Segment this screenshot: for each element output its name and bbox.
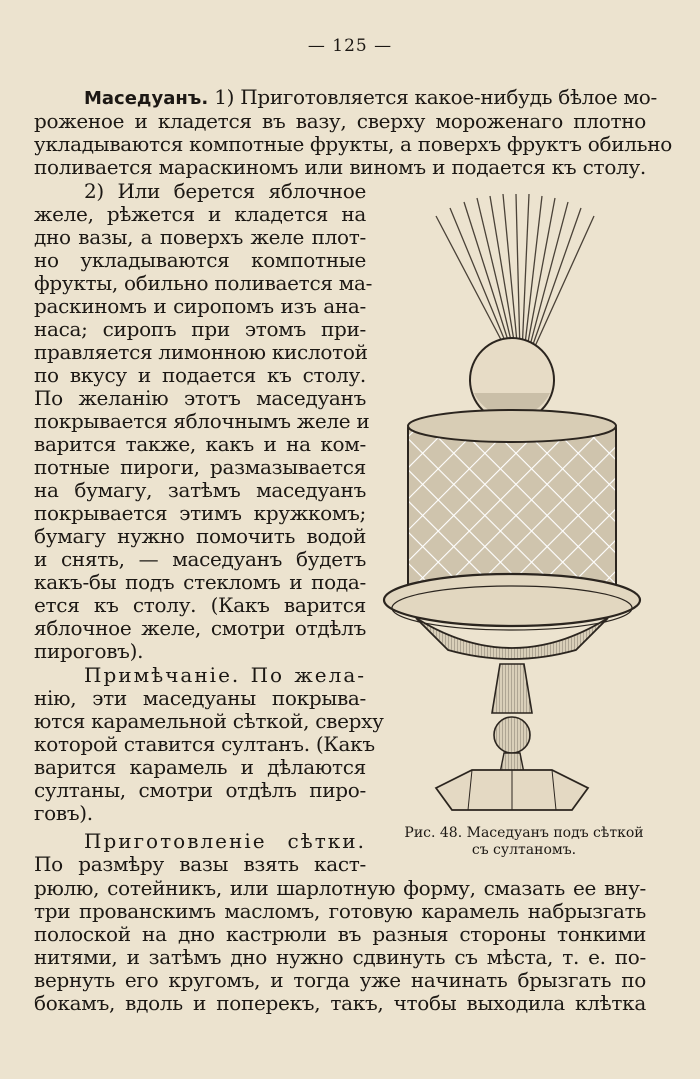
vase-rim	[384, 574, 640, 626]
text-line: варится также, какъ и на ком-	[34, 432, 366, 456]
first-line-text: 1) Приготовляется какое-нибудь бѣлое мо-	[214, 85, 657, 109]
text-line: полоской на дно кастрюли въ разныя стороны тонкими	[34, 922, 646, 946]
text-line: 2) Или берется яблочное	[84, 179, 366, 203]
text-line: покрывается этимъ кружкомъ;	[34, 501, 366, 525]
text-line: по вкусу и подается къ столу.	[34, 363, 366, 387]
text-line: на бумагу, затѣмъ маседуанъ	[34, 478, 366, 502]
text-line: пироговъ).	[34, 639, 144, 663]
text-line: вернуть его кругомъ, и тогда уже начинать брызгать по	[34, 968, 646, 992]
text-line: желе, рѣжется и кладется на	[34, 202, 366, 226]
text-line: но укладываются компотные	[34, 248, 366, 272]
text-line: поливается мараскиномъ или виномъ и подается къ столу.	[34, 155, 646, 179]
caption-line: съ султаномъ.	[471, 842, 577, 858]
text-line: По размѣру вазы взять каст-	[34, 852, 366, 876]
text-line: бокамъ, вдоль и поперекъ, такъ, чтобы выходила клѣтка	[34, 991, 646, 1015]
sultan-threads	[436, 194, 594, 353]
text-line: раскиномъ и сиропомъ изъ ана-	[34, 294, 366, 318]
text-line: ется къ столу. (Какъ варится	[34, 593, 366, 617]
recipe-heading: Маседуанъ.	[84, 88, 209, 109]
text-line: говъ).	[34, 801, 93, 825]
text-line: По желанію этотъ маседуанъ	[34, 386, 366, 410]
text-line: какъ-бы подъ стекломъ и пода-	[34, 570, 366, 594]
text-line: роженое и кладется въ вазу, сверху мороженаго плотно	[34, 109, 646, 133]
text-line: укладываются компотные фрукты, а поверхъ фруктъ обильно	[34, 132, 673, 156]
figure-caption	[376, 825, 672, 859]
first-line	[84, 85, 657, 110]
text-line: три прованскимъ масломъ, готовую карамель набрызгать	[34, 899, 646, 923]
text-line: фрукты, обильно поливается ма-	[34, 271, 373, 295]
text-line: дно вазы, а поверхъ желе плот-	[34, 225, 366, 249]
vase-knob	[494, 717, 530, 753]
page-number: — 125 —	[307, 36, 393, 56]
note-line: Примѣчаніе. По жела-	[84, 663, 366, 687]
caption-line: Рис. 48. Маседуанъ подъ сѣткой	[404, 825, 644, 841]
text-line: ются карамельной сѣткой, сверху	[34, 709, 384, 733]
text-line: бумагу нужно помочить водой	[34, 524, 366, 548]
text-line: яблочное желе, смотри отдѣлъ	[34, 616, 366, 640]
text-line: наса; сиропъ при этомъ при-	[34, 317, 366, 341]
macedoine-illustration	[376, 188, 672, 822]
text-line: нитями, и затѣмъ дно нужно сдвинуть съ мѣста, т. е. по-	[34, 945, 646, 969]
text-line: и снять, — маседуанъ будетъ	[34, 547, 366, 571]
vase-stem	[492, 664, 532, 713]
text-line: покрывается яблочнымъ желе и	[34, 409, 370, 433]
text-line: потные пироги, размазывается	[34, 455, 366, 479]
text-line: рюлю, сотейникъ, или шарлотную форму, смазать ее вну-	[34, 876, 646, 900]
subheading-line: Приготовленіе сѣтки.	[84, 829, 366, 853]
text-line: которой ставится султанъ. (Какъ	[34, 732, 375, 756]
text-line: султаны, смотри отдѣлъ пиро-	[34, 778, 366, 802]
text-line: нію, эти маседуаны покрыва-	[34, 686, 366, 710]
text-line: правляется лимонною кислотой	[34, 340, 368, 364]
text-line: варится карамель и дѣлаются	[34, 755, 366, 779]
